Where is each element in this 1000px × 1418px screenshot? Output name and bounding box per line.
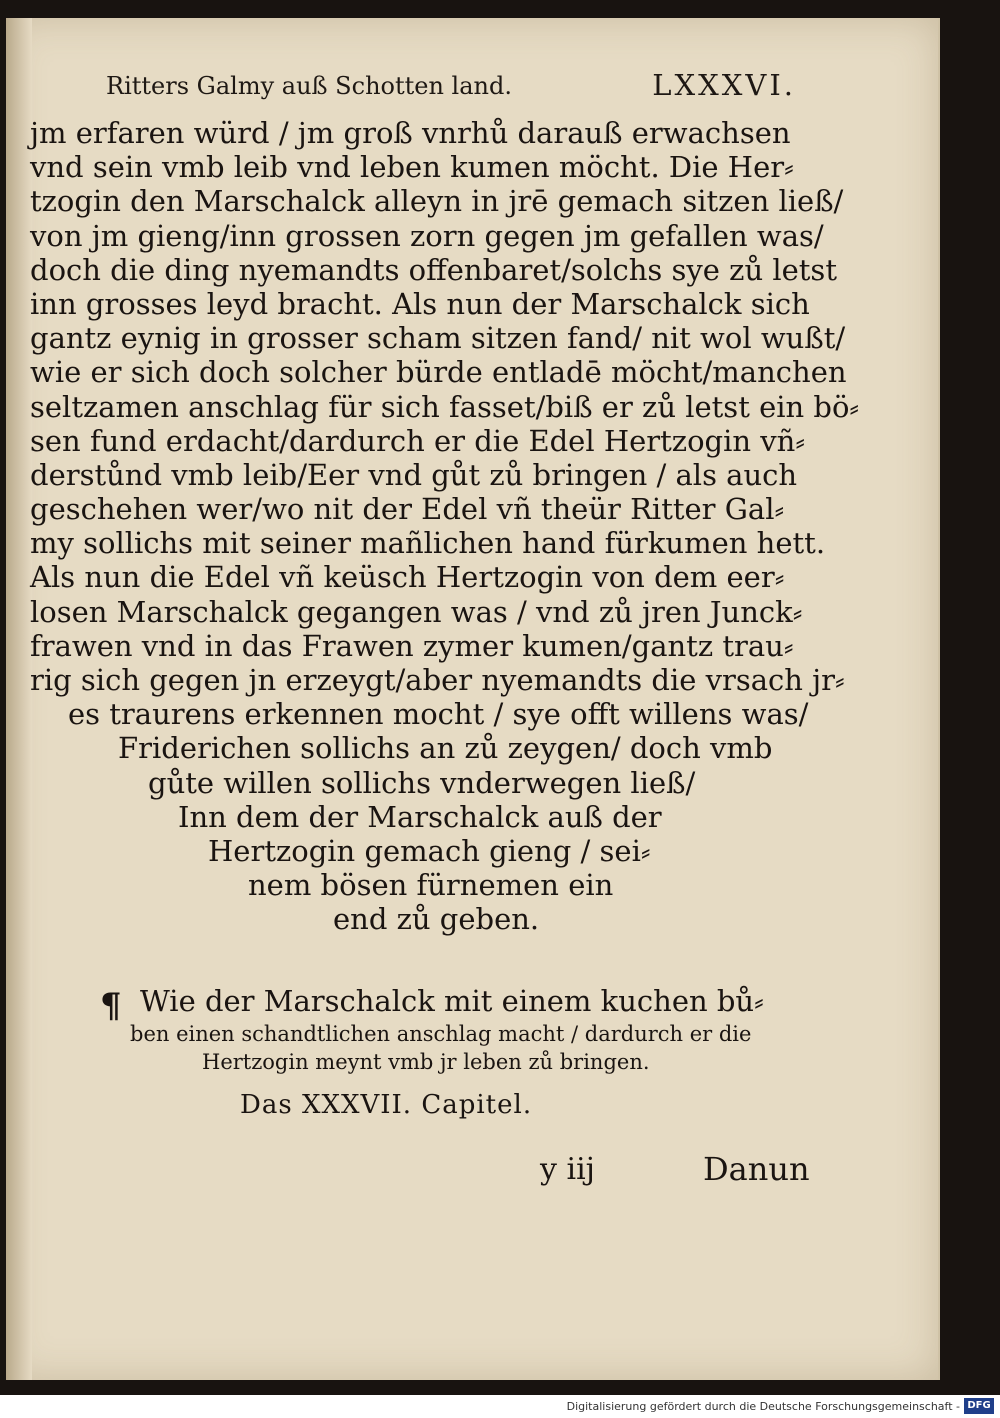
dfg-logo: DFG [964, 1398, 994, 1414]
text-line: gantz eynig in grosser scham sitzen fand/ nit wol wußt/ [30, 321, 846, 356]
text-line: vnd sein vmb leib vnd leben kumen möcht. Die Her⸗ [30, 150, 794, 185]
text-line: von jm gieng/inn grossen zorn gegen jm gefallen was/ [30, 218, 824, 253]
text-line: nem bösen fürnemen ein [248, 868, 614, 903]
text-line: rig sich gegen jn erzeygt/aber nyemandts die vrsach jr⸗ [30, 663, 845, 697]
pilcrow-mark: ¶ [100, 986, 122, 1026]
funding-credit: Digitalisierung gefördert durch die Deutsche Forschungsgemeinschaft - [566, 1400, 960, 1413]
summary-line: Wie der Marschalck mit einem kuchen bů⸗ [140, 984, 764, 1018]
summary-line: Hertzogin meynt vmb jr leben zů bringen. [202, 1050, 650, 1074]
text-line: gůte willen sollichs vnderwegen ließ/ [148, 765, 696, 800]
text-line: Inn dem der Marschalck auß der [178, 799, 662, 834]
chapter-heading: Das XXXVII. Capitel. [240, 1090, 533, 1120]
catchword: Danun [703, 1150, 810, 1188]
text-line: losen Marschalck gegangen was / vnd zů jren Junck⸗ [30, 594, 803, 629]
text-line: geschehen wer/wo nit der Edel vñ theür Ritter Gal⸗ [30, 492, 785, 527]
page-header [106, 62, 796, 102]
text-line: jm erfaren würd / jm groß vnrhů darauß erwachsen [30, 116, 791, 150]
folio-number: LXXXVI. [652, 68, 796, 102]
footer-bar [0, 1395, 1000, 1418]
text-line: end zů geben. [333, 902, 540, 937]
text-line: inn grosses leyd bracht. Als nun der Marschalck sich [30, 286, 810, 321]
body-text [30, 116, 860, 937]
page-gutter [6, 18, 32, 1380]
running-title: Ritters Galmy auß Schotten land. [106, 72, 512, 100]
text-line: derstůnd vmb leib/Eer vnd gůt zů bringen / als auch [30, 457, 798, 492]
text-line: tzogin den Marschalck alleyn in jrē gemach sitzen ließ/ [30, 184, 844, 219]
text-line: Als nun die Edel vñ keüsch Hertzogin von dem eer⸗ [30, 560, 785, 595]
text-line: doch die ding nyemandts offenbaret/solchs sye zů letst [30, 252, 837, 287]
text-line: Hertzogin gemach gieng / sei⸗ [208, 833, 651, 868]
text-line: frawen vnd in das Frawen zymer kumen/gantz trau⸗ [30, 628, 794, 663]
text-line: my sollichs mit seiner mañlichen hand fürkumen hett. [30, 526, 826, 561]
text-line: seltzamen anschlag für sich fasset/biß er zů letst ein bö⸗ [30, 389, 860, 424]
text-line: es traurens erkennen mocht / sye offt willens was/ [68, 697, 809, 732]
text-line: wie er sich doch solcher bürde entladē möcht/manchen [30, 355, 847, 390]
text-line: Friderichen sollichs an zů zeygen/ doch vmb [118, 731, 773, 766]
text-line: sen fund erdacht/dardurch er die Edel Hertzogin vñ⸗ [30, 423, 805, 458]
summary-line: ben einen schandtlichen anschlag macht / dardurch er die [130, 1022, 752, 1046]
signature-mark: y iij [540, 1152, 595, 1187]
